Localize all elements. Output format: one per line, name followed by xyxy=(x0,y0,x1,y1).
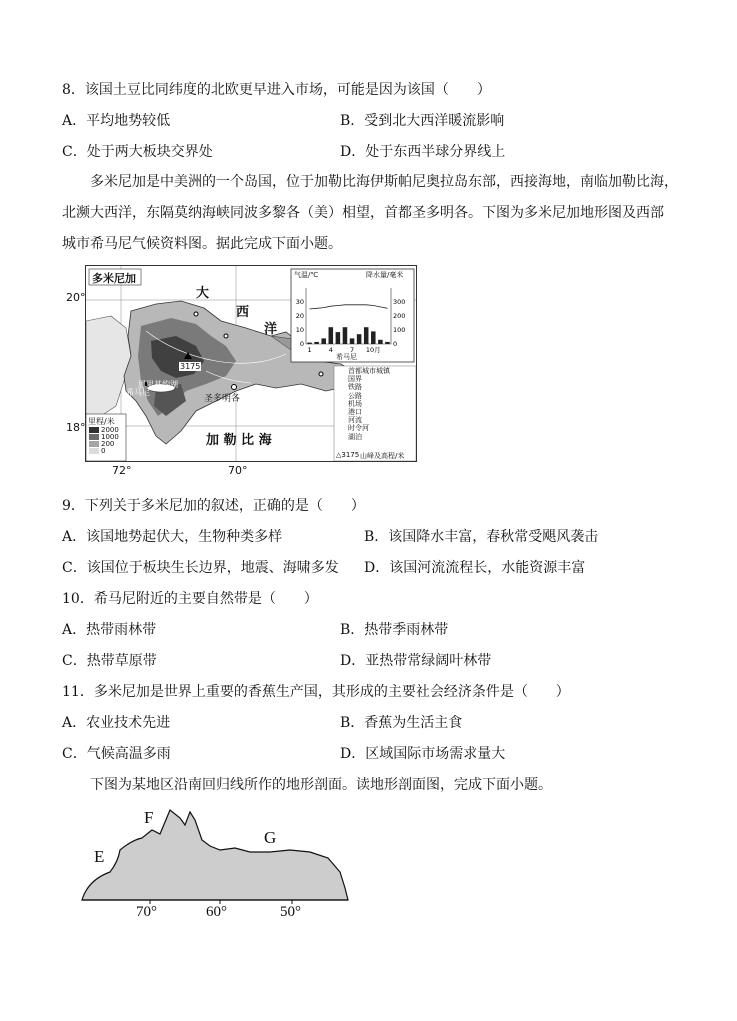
q8-option-b[interactable]: B．受到北大西洋暖流影响 xyxy=(340,113,505,129)
elev-swatch-200 xyxy=(89,441,99,447)
lat-20-label: 20° xyxy=(66,291,86,304)
temp-tick-10: 10 xyxy=(295,326,304,334)
q8-option-d[interactable]: D．处于东西半球分界线上 xyxy=(340,144,506,160)
q9-option-c[interactable]: C．该国位于板块生长边界，地震、海啸多发 xyxy=(62,560,339,576)
q10-option-a[interactable]: A．热带雨林带 xyxy=(62,622,157,638)
peak-label: 3175 xyxy=(180,362,201,371)
climate-station-label: 希马尼 xyxy=(336,353,357,361)
capital-marker xyxy=(232,385,237,390)
q11-stem: 11．多米尼加是世界上重要的香蕉生产国，其形成的主要社会经济条件是（ ） xyxy=(62,684,570,700)
elev-swatch-1000 xyxy=(89,434,99,440)
q9-option-a[interactable]: A．该国地势起伏大，生物种类多样 xyxy=(62,529,283,545)
haiti-area xyxy=(86,316,131,416)
precip-bar-5 xyxy=(336,332,341,344)
q8-option-c[interactable]: C．处于两大板块交界处 xyxy=(62,144,213,160)
profile-lon-50: 50° xyxy=(280,904,301,920)
elev-label-2000: 2000 xyxy=(101,426,119,434)
month-tick-0: 1 xyxy=(307,346,312,354)
intro1-line1: 多米尼加是中美洲的一个岛国，位于加勒比海伊斯帕尼奥拉岛东部，西接海地，南临加勒比海， xyxy=(90,174,678,190)
precip-bar-6 xyxy=(343,327,348,344)
month-tick-1: 4 xyxy=(328,346,333,354)
profile-label-g: G xyxy=(264,828,277,847)
intro1-line2: 北濒大西洋，东隔莫纳海峡同波多黎各（美）相望，首都圣多明各。下图为多米尼加地形图及西部 xyxy=(62,205,664,221)
city-marker-north xyxy=(194,312,198,316)
atlantic-label-xi: 西 xyxy=(236,305,250,320)
terrain-profile xyxy=(70,800,360,930)
map-title: 多米尼加 xyxy=(92,272,136,285)
lat-18-label: 18° xyxy=(66,421,86,434)
profile-lon-60: 60° xyxy=(206,904,227,920)
profile-lon-70: 70° xyxy=(136,904,157,920)
precip-tick-200: 200 xyxy=(393,312,406,320)
precip-bar-11 xyxy=(378,340,383,344)
legend-peak-symbol: △3175 xyxy=(336,451,360,459)
city-marker-southeast xyxy=(319,372,323,376)
legend-item-port: 港口 xyxy=(348,408,362,417)
precip-tick-0: 0 xyxy=(393,340,398,348)
profile-label-e: E xyxy=(94,847,105,866)
legend-item-railway: 铁路 xyxy=(348,383,362,392)
ximani-label: 希马尼 xyxy=(126,388,150,397)
month-tick-2: 7 xyxy=(349,346,355,354)
symbol-legend xyxy=(348,367,390,441)
q11-option-a[interactable]: A．农业技术先进 xyxy=(62,715,171,731)
legend-item-seasonal-river: 时令河 xyxy=(348,424,369,433)
legend-item-airport: 机场 xyxy=(348,399,362,408)
q11-option-c[interactable]: C．气候高温多雨 xyxy=(62,746,171,762)
climate-precip-axis-label: 降水量/毫米 xyxy=(366,271,404,279)
q10-stem: 10．希马尼附近的主要自然带是（ ） xyxy=(62,591,318,607)
profile-label-f: F xyxy=(144,808,154,827)
profile-terrain xyxy=(82,810,348,900)
precip-bar-12 xyxy=(385,342,390,344)
elev-label-0: 0 xyxy=(101,447,106,455)
precip-bar-4 xyxy=(329,327,334,344)
precip-tick-300: 300 xyxy=(393,298,406,306)
climate-temp-axis-label: 气温/℃ xyxy=(294,271,319,279)
temp-tick-0: 0 xyxy=(299,340,304,348)
q11-option-b[interactable]: B．香蕉为生活主食 xyxy=(340,715,463,731)
elev-label-1000: 1000 xyxy=(101,433,119,441)
q11-option-d[interactable]: D．区域国际市场需求量大 xyxy=(340,746,506,762)
precip-bar-10 xyxy=(371,331,376,344)
q8-option-a[interactable]: A．平均地势较低 xyxy=(62,113,171,129)
atlantic-label-da: 大 xyxy=(196,286,210,301)
legend-item-lake: 湖泊 xyxy=(348,432,362,441)
legend-item-river: 河流 xyxy=(348,416,362,425)
precip-bar-9 xyxy=(364,327,369,344)
elevation-legend-title: 里程/米 xyxy=(88,417,115,426)
elev-label-200: 200 xyxy=(101,440,115,448)
atlantic-label-yang: 洋 xyxy=(264,322,278,337)
elev-swatch-2000 xyxy=(89,427,99,433)
precip-bar-7 xyxy=(350,338,355,344)
temp-tick-30: 30 xyxy=(295,298,304,306)
q9-option-b[interactable]: B．该国降水丰富，春秋常受飓风袭击 xyxy=(364,529,599,545)
caribbean-label: 加 勒 比 海 xyxy=(206,433,272,448)
precip-bar-8 xyxy=(357,334,362,344)
q9-option-d[interactable]: D．该国河流流程长，水能资源丰富 xyxy=(364,560,586,576)
legend-item-border: 国界 xyxy=(348,375,362,384)
q10-option-c[interactable]: C．热带草原带 xyxy=(62,653,157,669)
precip-bar-1 xyxy=(307,343,312,344)
intro2-line1: 下图为某地区沿南回归线所作的地形剖面。读地形剖面图，完成下面小题。 xyxy=(90,777,552,793)
intro1-line3: 城市希马尼气候资料图。据此完成下面小题。 xyxy=(62,236,342,252)
precip-bar-2 xyxy=(314,342,319,344)
month-tick-3: 10月 xyxy=(365,346,381,354)
lake-label: 恩里基约湖 xyxy=(138,380,178,389)
legend-item-capital: 首都城市城镇 xyxy=(348,367,390,375)
q10-option-d[interactable]: D．亚热带常绿阔叶林带 xyxy=(340,653,492,669)
precip-bar-3 xyxy=(321,338,326,344)
q9-stem: 9．下列关于多米尼加的叙述，正确的是（ ） xyxy=(62,498,365,514)
lon-72-label: 72° xyxy=(112,464,132,477)
legend-peak-label: 山峰及高程/米 xyxy=(360,452,405,460)
elev-swatch-0 xyxy=(89,448,99,454)
precip-tick-100: 100 xyxy=(393,326,406,334)
capital-label: 圣多明各 xyxy=(204,394,241,404)
legend-item-road: 公路 xyxy=(348,391,362,400)
temp-tick-20: 20 xyxy=(295,312,304,320)
city-marker-east xyxy=(224,334,228,338)
lon-70-label: 70° xyxy=(228,464,248,477)
q10-option-b[interactable]: B．热带季雨林带 xyxy=(340,622,449,638)
dominican-topographic-map xyxy=(85,265,417,462)
q8-stem: 8．该国土豆比同纬度的北欧更早进入市场，可能是因为该国（ ） xyxy=(62,82,491,98)
